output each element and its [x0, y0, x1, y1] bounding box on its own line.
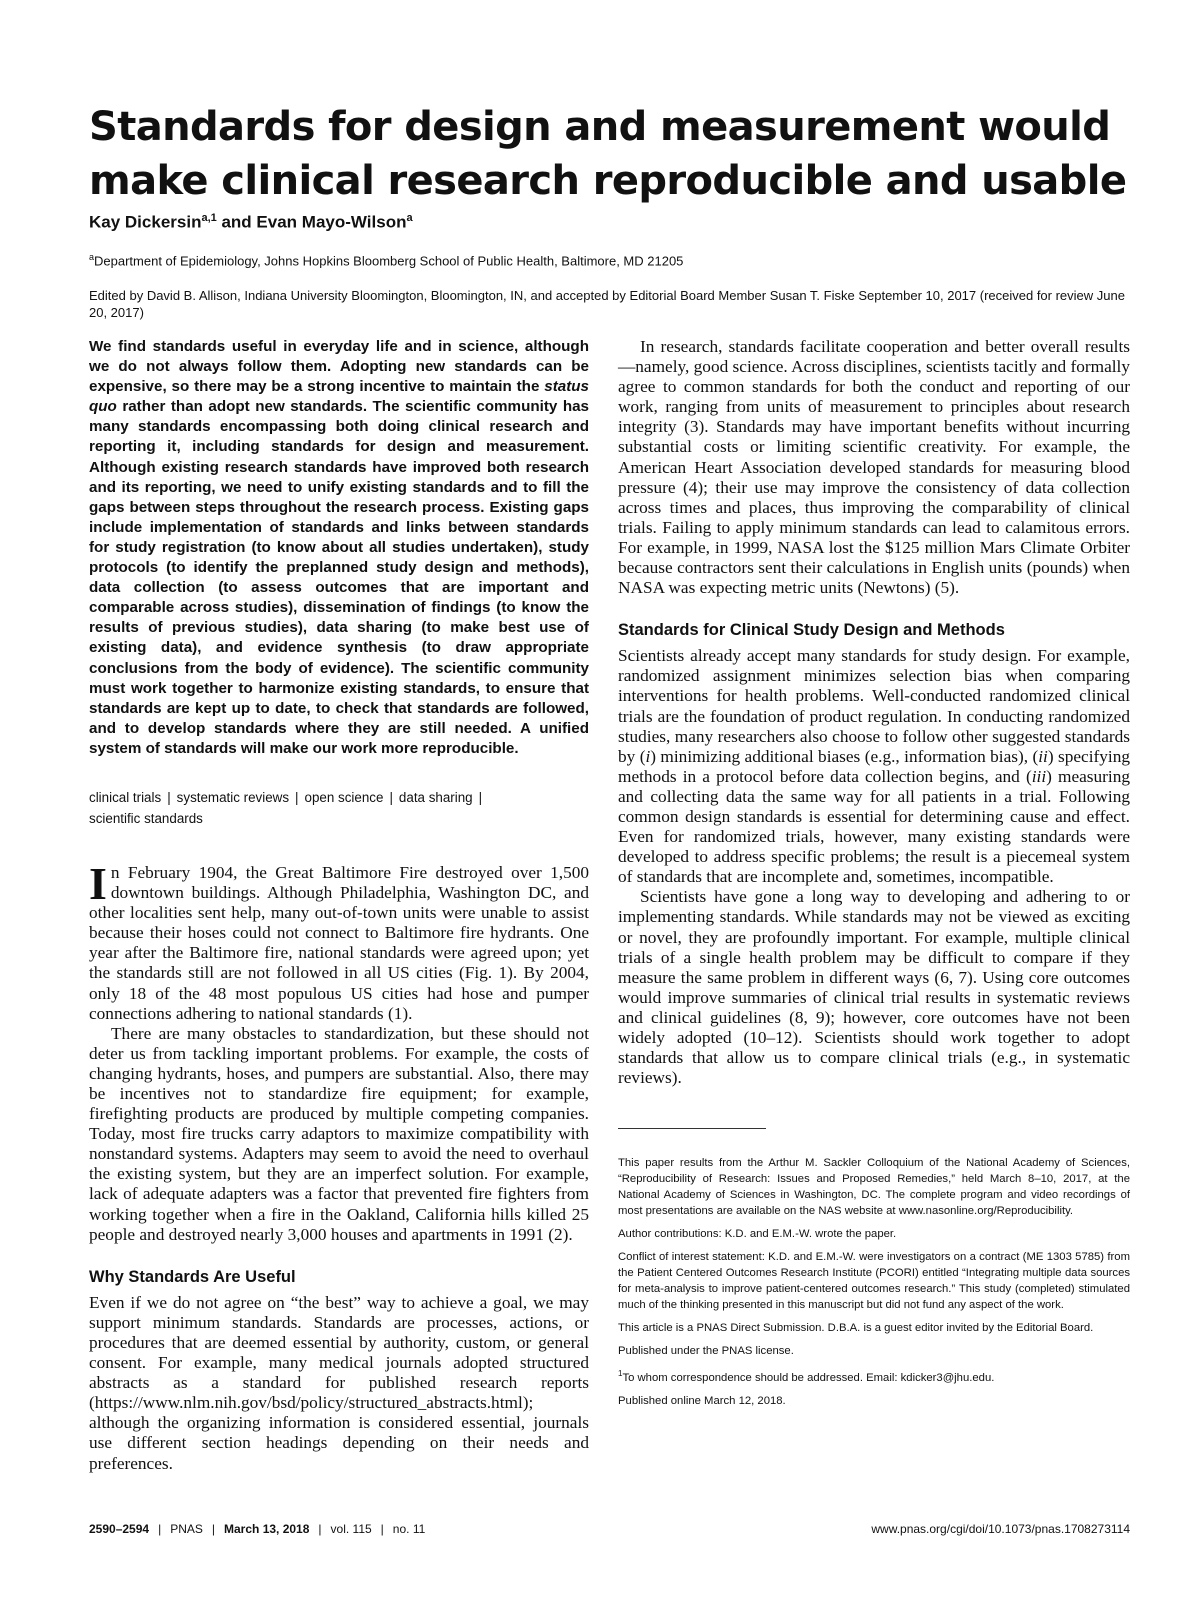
footer-doi-link[interactable]: www.pnas.org/cgi/doi/10.1073/pnas.1708273114 — [871, 1522, 1130, 1536]
footer-separator: | — [318, 1522, 322, 1536]
abstract-italic: status quo — [89, 378, 589, 416]
list-marker: iii — [1031, 766, 1047, 786]
keyword[interactable]: scientific standards — [89, 810, 203, 826]
article-title: Standards for design and measurement would make clinical research reproducible and usable — [89, 104, 1127, 204]
affiliation-marker: a — [89, 252, 95, 262]
footer-issue: no. 11 — [392, 1522, 426, 1536]
keyword-separator: | — [389, 789, 393, 805]
keyword[interactable]: open science — [304, 789, 384, 805]
author-list — [89, 212, 413, 233]
affiliation-text: Department of Epidemiology, Johns Hopkins Bloomberg School of Public Health, Baltimore, MD 21205 — [94, 253, 684, 269]
keyword[interactable]: clinical trials — [89, 789, 162, 805]
footer-separator: | — [211, 1522, 216, 1536]
footnote-divider — [618, 1128, 766, 1129]
body-paragraph — [618, 646, 1130, 887]
author-conjunction: and — [216, 212, 257, 232]
drop-cap: I — [89, 857, 107, 909]
footer-pages: 2590–2594 — [89, 1522, 150, 1536]
author-name[interactable]: Kay Dickersin — [89, 212, 202, 232]
list-marker: i — [645, 746, 651, 766]
body-paragraph: Even if we do not agree on “the best” way to achieve a goal, we may support minimum standards. Standards are processes, actions, or procedures that are deemed essential by authority, custom, or general consent. For example, many medical journals adopted structured abstracts as a standard for published research reports (https://www.nlm.nih.gov/bsd/policy/structured_abstracts.html); although the organizing information is considered essential, journals use different section headings depending on their needs and preferences. — [89, 1292, 589, 1473]
footer-citation — [89, 1522, 425, 1536]
text-run: ) minimizing additional biases (e.g., information bias), ( — [650, 746, 1039, 766]
keywords — [89, 787, 589, 829]
keyword-separator: | — [167, 789, 171, 805]
footnote-license: Published under the PNAS license. — [618, 1345, 794, 1358]
right-column — [618, 337, 1130, 1416]
author-affiliation-marker: a,1 — [201, 212, 217, 224]
text-run: Scientists already accept many standards for study design. For example, randomized assignment minimizes selection bias when comparing interventions for health problems. Well-conducted randomized clinical trials are the foundation of product regulation. In conducting randomized studies, many researchers also choose to follow other suggested standards by ( — [618, 646, 1130, 766]
keyword[interactable]: data sharing — [398, 789, 473, 805]
footer-separator: | — [380, 1522, 384, 1536]
abstract-text: We find standards useful in everyday life and in science, although we do not always follow them. Adopting new standards can be expensive, so there may be a strong incentive to maintain the — [89, 338, 589, 396]
footer-separator: | — [158, 1522, 162, 1536]
correspondence-text[interactable]: To whom correspondence should be addressed. Email: kdicker3@jhu.edu. — [622, 1372, 995, 1385]
keyword-separator: | — [295, 789, 299, 805]
footnote-direct-submission: This article is a PNAS Direct Submission. D.B.A. is a guest editor invited by the Editorial Board. — [618, 1322, 1094, 1335]
keyword-separator: | — [478, 789, 483, 805]
footer-volume: vol. 115 — [330, 1522, 372, 1536]
body-paragraph: In research, standards facilitate cooperation and better overall results—namely, good science. Across disciplines, scientists tacitly and formally agree to common standards for both the conduct and reporting of our work, ranging from units of measurement to principles about research integrity (3). Standards may have important benefits without incurring substantial costs or limiting scientific creativity. For example, the American Heart Association developed standards for measuring blood pressure (4); their use may improve the consistency of data collection across times and places, thus improving the comparability of clinical trials. Failing to apply minimum standards can lead to calamitous errors. For example, in 1999, NASA lost the $125 million Mars Climate Orbiter because contractors sent their calculations in English units (pounds) when NASA was expecting metric units (Newtons) (5). — [618, 337, 1130, 598]
footnote-correspondence — [618, 1366, 1130, 1386]
text-run: ) specifying methods in a protocol before data collection begins, and ( — [618, 746, 1130, 786]
body-paragraph: There are many obstacles to standardization, but these should not deter us from tackling important problems. For example, the costs of changing hydrants, hoses, and pumpers are substantial. Also, there may be incentives not to standardize fire equipment; for example, firefighting products are produced by multiple competing companies. Today, most fire trucks carry adaptors to maximize compatibility with nonstandard systems. Adapters may seem to avoid the need to overhaul the existing system, but they are an imperfect solution. For example, lack of adequate adapters was a factor that prevented fire fighters from working together when a fire in the Oakland, California hills killed 25 people and destroyed nearly 3,000 houses and apartments in 1991 (2). — [89, 1023, 589, 1244]
section-heading-design: Standards for Clinical Study Design and Methods — [618, 621, 1005, 640]
keyword[interactable]: systematic reviews — [176, 789, 290, 805]
intro-text: n February 1904, the Great Baltimore Fire destroyed over 1,500 downtown buildings. Although Philadelphia, Washington DC, and other localities sent help, many out-of-town units were unable to assist because their hoses could not connect to Baltimore fire hydrants. One year after the Baltimore fire, national standards were agreed upon; yet the standards still are not followed in all US cities (Fig. 1). By 2004, only 18 of the 48 most populous US cities had hose and pumper connections adhering to national standards (1). — [89, 862, 589, 1023]
body-paragraph: Scientists have gone a long way to developing and adhering to or implementing standards. While standards may not be viewed as exciting or novel, they are profoundly important. For example, multiple clinical trials of a single health problem may be difficult to compare if they measure the same problem in different ways (6, 7). Using core outcomes would improve summaries of clinical trial results in systematic reviews and clinical guidelines (8, 9); however, core outcomes have not been widely adopted (10–12). Scientists should work together to adopt standards that allow us to compare clinical trials (e.g., in systematic reviews). — [618, 887, 1130, 1088]
abstract — [89, 337, 589, 759]
author-name[interactable]: Evan Mayo-Wilson — [256, 212, 407, 232]
section-heading-why: Why Standards Are Useful — [89, 1267, 296, 1286]
footer-journal: PNAS — [170, 1522, 203, 1536]
affiliation — [89, 252, 683, 268]
intro-paragraph — [89, 857, 589, 1024]
footnote-colloquium: This paper results from the Arthur M. Sackler Colloquium of the National Academy of Sciences, “Reproducibility of Research: Issues and Proposed Remedies,” held March 8–10, 2017, at the National Academy of Sciences in Washington, DC. The complete program and video recordings of most presentations are available on the NAS website at www.nasonline.org/Reproducibility. — [618, 1157, 1130, 1218]
left-column — [89, 337, 589, 1474]
footnote-conflict: Conflict of interest statement: K.D. and E.M.-W. were investigators on a contract (ME 1303 5785) from the Patient Centered Outcomes Research Institute (PCORI) entitled “Integrating multiple data sources for meta-analysis to improve patient-centered outcomes research.” This study (completed) stimulated much of the thinking presented in this manuscript but did not fund any aspect of the work. — [618, 1251, 1130, 1312]
author-affiliation-marker: a — [406, 212, 413, 224]
correspondence-marker: 1 — [618, 1369, 623, 1379]
edited-by-note: Edited by David B. Allison, Indiana University Bloomington, Bloomington, IN, and accepted by Editorial Board Member Susan T. Fiske September 10, 2017 (received for review June 20, 2017) — [89, 288, 1125, 320]
footnote-published: Published online March 12, 2018. — [618, 1395, 786, 1408]
abstract-text: rather than adopt new standards. The scientific community has many standards encompassing both doing clinical research and reporting it, including standards for design and measurement. Although existing research standards have improved both research and its reporting, we need to unify existing standards and to fill the gaps between steps throughout the research process. Existing gaps include implementation of standards and links between standards for study registration (to know about all studies undertaken), study protocols (to identify the preplanned study design and methods), data collection (to assess outcomes that are important and comparable across studies), dissemination of findings (to know the results of previous studies), data sharing (to make best use of existing data), and evidence synthesis (to draw appropriate conclusions from the body of evidence). The scientific community must work together to harmonize existing standards, to ensure that standards are kept up to date, to check that standards are followed, and to develop standards where they are still needed. A unified system of standards will make our work more reproducible. — [89, 398, 589, 757]
footer-date: March 13, 2018 — [224, 1522, 310, 1536]
list-marker: ii — [1038, 746, 1048, 766]
footnote-contributions: Author contributions: K.D. and E.M.-W. wrote the paper. — [618, 1228, 897, 1241]
text-run: ) measuring and collecting data the same way for all patients in a trial. Following common design standards is essential for determining cause and effect. Even for randomized trials, however, many existing standards were developed to address specific problems; the result is a piecemeal system of standards that are incomplete and, sometimes, incompatible. — [618, 766, 1131, 887]
